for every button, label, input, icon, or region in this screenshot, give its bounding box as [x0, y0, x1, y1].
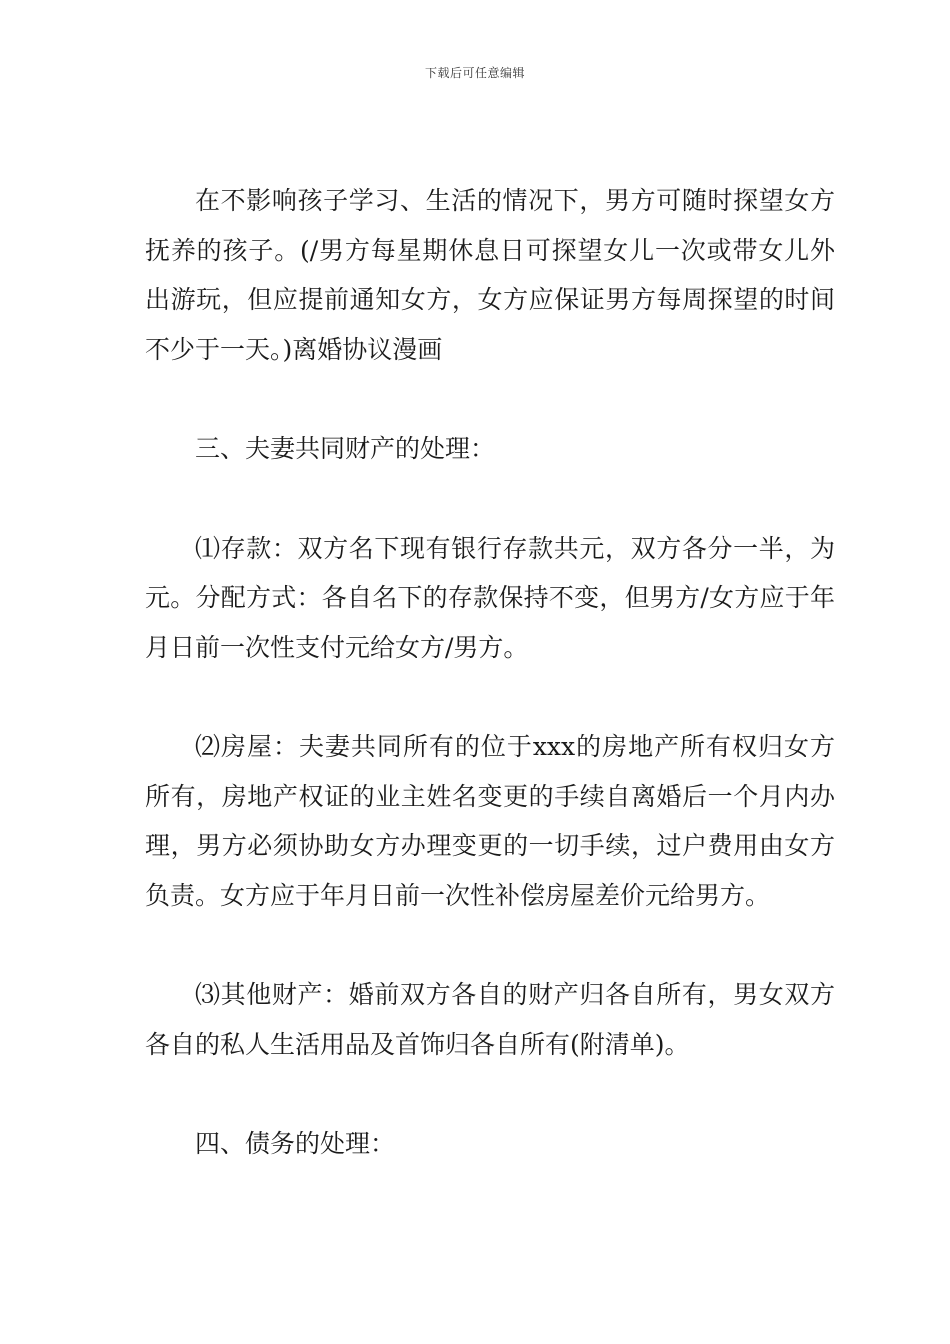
paragraph-savings: ⑴存款：双方名下现有银行存款共元，双方各分一半，为元。分配方式：各自名下的存款保持不变，但男方/女方应于年月日前一次性支付元给女方/男方。	[145, 533, 835, 662]
section-heading-debts: 四、债务的处理：	[195, 1129, 396, 1158]
paragraph-house: ⑵房屋：夫妻共同所有的位于xxx的房地产所有权归女方所有，房地产权证的业主姓名变更的手续自离婚后一个月内办理，男方必须协助女方办理变更的一切手续，过户费用由女方负责。女方应于年月日前一次性补偿房屋差价元给男方。	[145, 732, 835, 910]
section-heading-joint-property: 三、夫妻共同财产的处理：	[195, 434, 496, 463]
paragraph-child-visitation: 在不影响孩子学习、生活的情况下，男方可随时探望女方抚养的孩子。(/男方每星期休息日可探望女儿一次或带女儿外出游玩，但应提前通知女方，女方应保证男方每周探望的时间不少于一天。)离婚协议漫画	[145, 186, 835, 364]
page-header: 下载后可任意编辑	[424, 66, 525, 80]
paragraph-other-property: ⑶其他财产：婚前双方各自的财产归各自所有，男女双方各自的私人生活用品及首饰归各自所有(附清单)。	[145, 980, 835, 1059]
document-body	[145, 176, 835, 1169]
